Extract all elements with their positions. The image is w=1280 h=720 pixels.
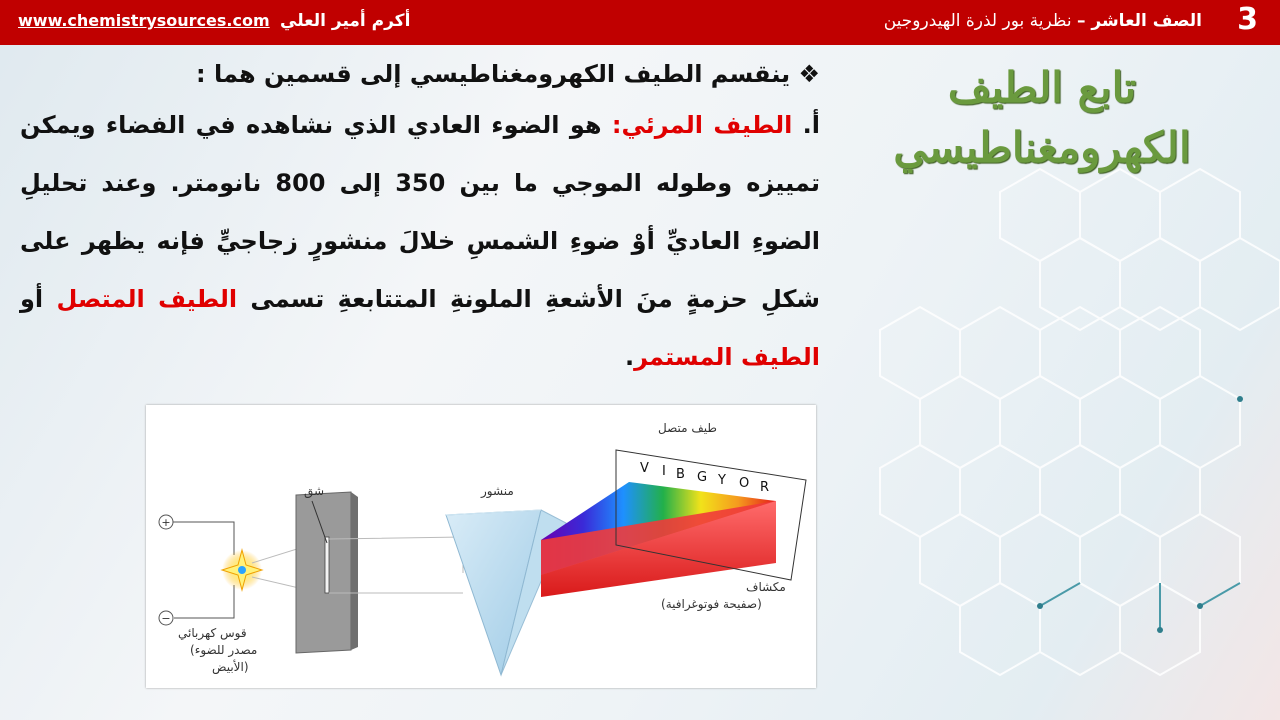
dispersed-spectrum <box>541 482 776 597</box>
prism-diagram <box>146 405 816 688</box>
bullet-diamond-icon: ❖ <box>798 60 820 88</box>
electric-arc-icon <box>222 550 262 590</box>
label-continuous-spectrum: طيف متصل <box>658 421 717 435</box>
paragraph-body: هو الضوء العادي الذي نشاهده في الفضاء ويمكن تمييزه وطوله الموجي ما بين 350 إلى 800 نانومتر. وعند تحليلِ الضوءِ العاديِّ أوْ ضوءِ الشمسِ خلالَ منشورٍ زجاجيٍّ فإنه يظهر على شكلِ حزمةٍ منَ الأشعةِ الملونةِ المتتابعةِ تسمى <box>20 111 821 313</box>
course-title <box>884 11 1202 31</box>
slide-number: 3 <box>1237 2 1258 37</box>
slide-title <box>852 58 1232 178</box>
letter-g: G <box>697 470 708 485</box>
term-continuum-spectrum: الطيف المستمر <box>634 343 820 371</box>
course-grade: الصف العاشر – <box>1076 11 1202 31</box>
bullet-text: ينقسم الطيف الكهرومغناطيسي إلى قسمين هما : <box>195 60 791 88</box>
term-visible-spectrum: الطيف المرئي: <box>611 111 793 139</box>
label-arc: قوس كهربائي <box>178 626 247 640</box>
plus-terminal <box>159 515 173 529</box>
label-detector: مكشاف <box>746 580 786 594</box>
slit-plate <box>296 492 358 653</box>
connector-word: أو <box>20 285 44 313</box>
label-slit: شق <box>304 484 325 498</box>
letter-y: Y <box>718 473 726 488</box>
item-prefix: أ. <box>802 111 821 139</box>
label-arc-sub1: (مصدر للضوء <box>190 643 258 657</box>
visible-spectrum-paragraph <box>20 96 820 386</box>
title-line-1: تابع الطيف <box>947 63 1137 112</box>
lesson-title: نظرية بور لذرة الهيدروجين <box>883 11 1072 31</box>
label-detector-sub: (صفيحة فوتوغرافية) <box>661 597 762 611</box>
author-name: أكرم أمير العلي <box>280 11 411 31</box>
header-bar <box>0 0 1280 45</box>
letter-v: V <box>640 461 649 476</box>
letter-r: R <box>760 480 770 495</box>
label-arc-sub2: الأبيض) <box>212 660 249 674</box>
end-mark: . <box>624 343 635 371</box>
letter-o: O <box>739 476 750 491</box>
website-link[interactable]: www.chemistrysources.com <box>18 11 270 30</box>
minus-terminal <box>159 611 173 625</box>
term-continuous-spectrum: الطيف المتصل <box>56 285 238 313</box>
letter-i: I <box>662 464 666 479</box>
bullet-line <box>20 52 820 96</box>
label-prism: منشور <box>481 484 514 498</box>
title-line-2: الكهرومغناطيسي <box>893 123 1191 172</box>
letter-b: B <box>676 467 685 482</box>
prism-diagram-svg <box>146 405 816 688</box>
minus-sign: − <box>161 612 171 625</box>
slide-content <box>20 52 820 386</box>
plus-sign: + <box>161 516 171 529</box>
